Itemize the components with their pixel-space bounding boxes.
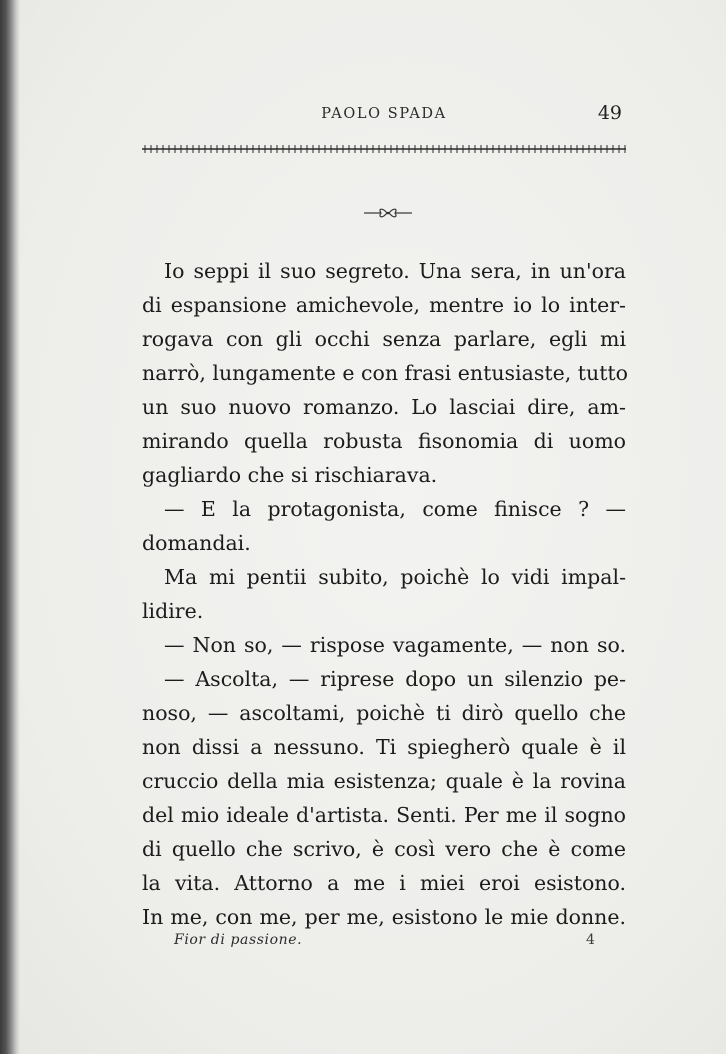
text-line: domandai. bbox=[142, 531, 251, 555]
text-line: mirando quella robusta fisonomia di uomo bbox=[142, 429, 626, 453]
text-line: un suo nuovo romanzo. Lo lasciai dire, am- bbox=[142, 395, 626, 419]
text-line: — Ascolta, — riprese dopo un silenzio pe- bbox=[164, 667, 626, 691]
signature-number: 4 bbox=[586, 932, 595, 948]
text-line: narrò, lungamente e con frasi entusiaste, tutto bbox=[142, 361, 629, 385]
text-line: rogava con gli occhi senza parlare, egli mi bbox=[142, 327, 626, 351]
text-line: la vita. Attorno a me i miei eroi esistono. bbox=[142, 871, 626, 895]
text-line: lidire. bbox=[142, 599, 204, 623]
binding-edge bbox=[0, 0, 20, 1054]
signature-mark: Fior di passione. bbox=[174, 932, 303, 948]
page-footer bbox=[142, 932, 626, 956]
text-line: del mio ideale d'artista. Senti. Per me il sogno bbox=[142, 803, 626, 827]
body-text bbox=[142, 254, 629, 934]
page-header bbox=[140, 104, 628, 134]
running-title: PAOLO SPADA bbox=[321, 106, 447, 122]
text-line: di espansione amichevole, mentre io lo inter- bbox=[142, 293, 626, 317]
text-line: noso, — ascoltami, poichè ti dirò quello che bbox=[142, 701, 626, 725]
text-line: In me, con me, per me, esistono le mie donne. bbox=[142, 905, 626, 929]
page-number: 49 bbox=[597, 102, 622, 124]
ornament-icon bbox=[360, 204, 416, 222]
text-line: non dissi a nessuno. Ti spiegherò quale è il bbox=[142, 735, 626, 759]
text-line: Ma mi pentii subito, poichè lo vidi impal- bbox=[164, 565, 626, 589]
text-line: Io seppi il suo segreto. Una sera, in un'ora bbox=[164, 259, 626, 283]
text-line: — Non so, — rispose vagamente, — non so. bbox=[164, 633, 626, 657]
decorative-header-rule bbox=[142, 142, 626, 156]
text-line: cruccio della mia esistenza; quale è la rovina bbox=[142, 769, 626, 793]
text-line: — E la protagonista, come finisce ? — bbox=[164, 497, 626, 521]
text-line: gagliardo che si rischiarava. bbox=[142, 463, 438, 487]
text-line: di quello che scrivo, è così vero che è come bbox=[142, 837, 626, 861]
